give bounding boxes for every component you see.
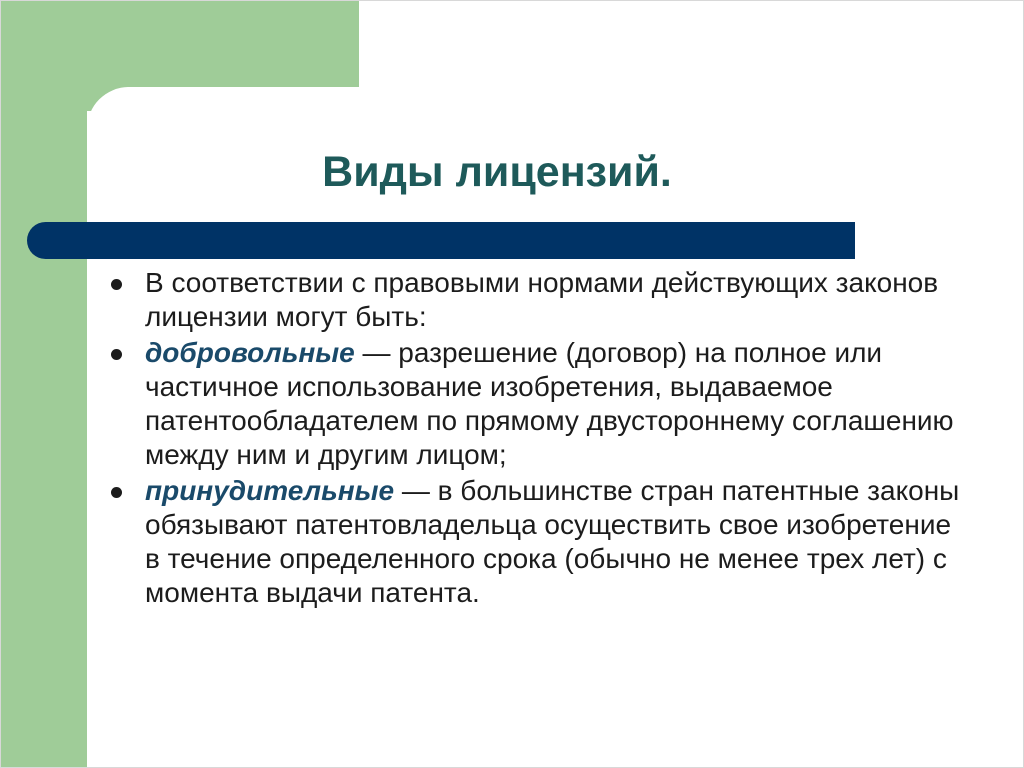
- slide-title: Виды лицензий.: [322, 148, 672, 196]
- bullet-text: — в большинстве стран патентные законы обязывают патентовладельца осуществить свое изобретение в течение определенного срока (обычно не менее трех лет) с момента выдачи патента.: [145, 475, 960, 608]
- bullet-text: В соответствии с правовыми нормами действующих законов лицензии могут быть:: [145, 267, 939, 332]
- green-accent-left: [1, 1, 87, 768]
- bullet-list: [106, 266, 966, 612]
- bullet-item: [106, 336, 966, 472]
- bullet-term: принудительные: [145, 475, 395, 506]
- bullet-text: — разрешение (договор) на полное или частичное использование изобретения, выдаваемое патентообладателем по прямому двустороннему соглашению между ним и другим лицом;: [145, 337, 954, 470]
- bullet-dot-icon: [111, 279, 122, 290]
- bullet-dot-icon: [111, 487, 122, 498]
- bullet-item: [106, 266, 966, 334]
- bullet-dot-icon: [111, 349, 122, 360]
- bullet-item: [106, 474, 966, 610]
- bullet-term: добровольные: [145, 337, 355, 368]
- title-underline-bar: [27, 222, 855, 259]
